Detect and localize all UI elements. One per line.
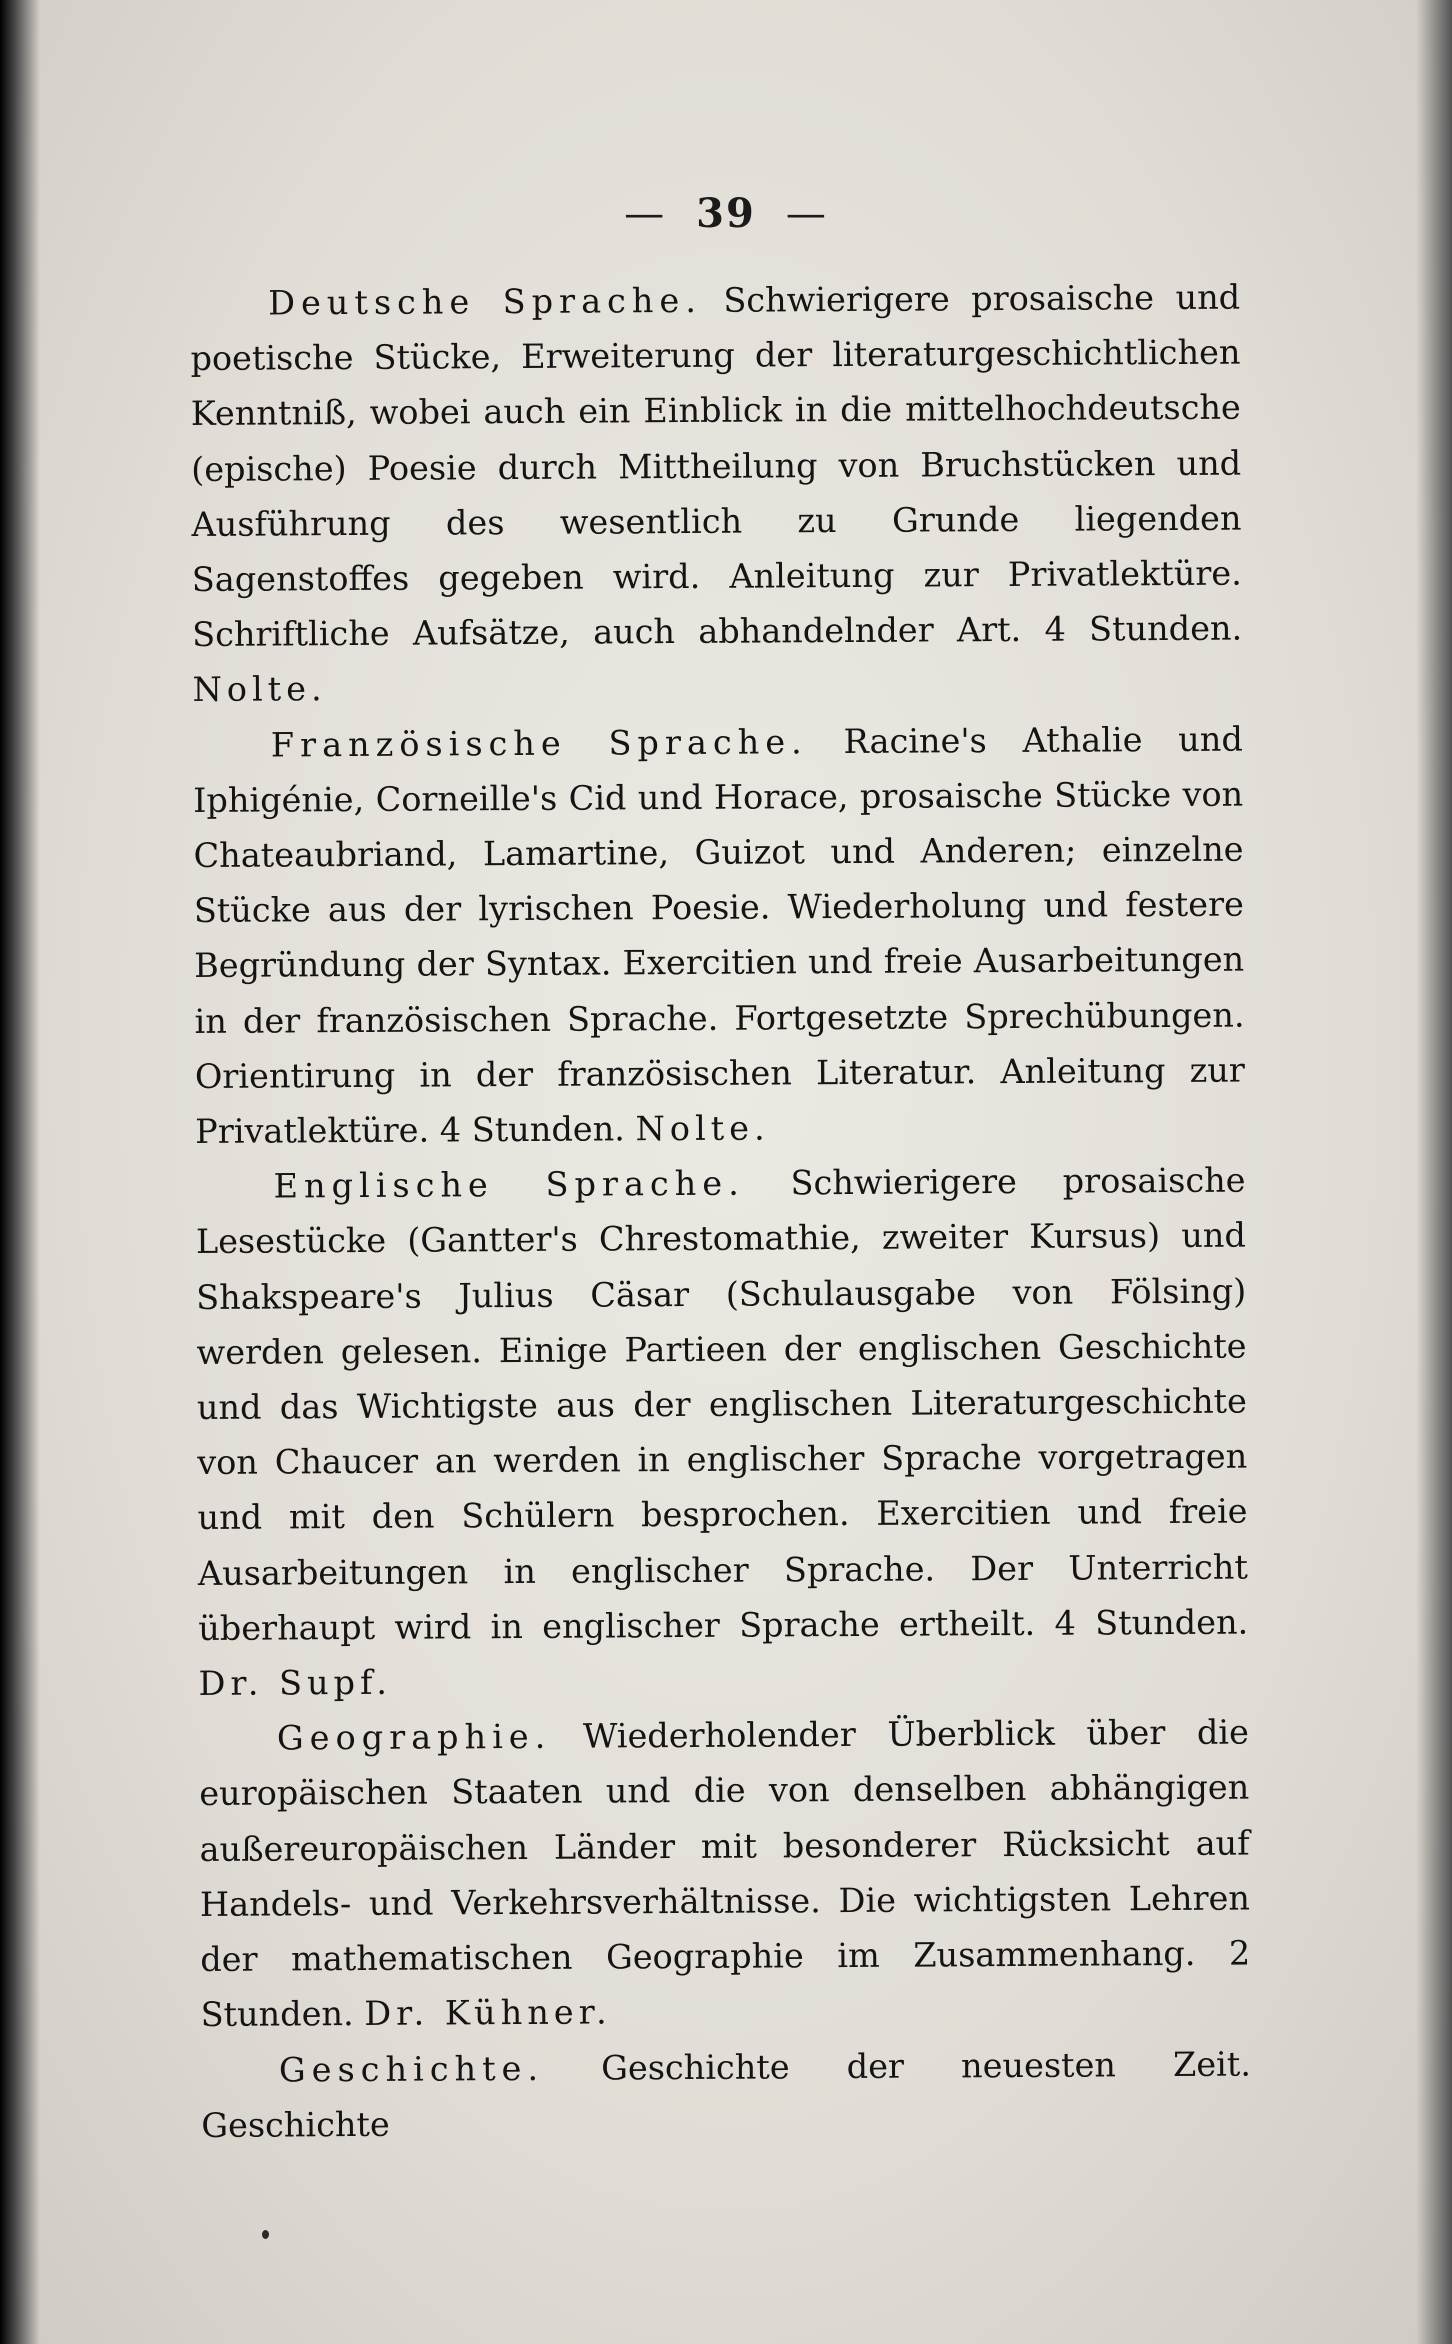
- subject-heading: Geschichte.: [278, 2048, 545, 2089]
- header-dash-left: —: [624, 191, 667, 237]
- header-dash-right: —: [785, 191, 828, 237]
- subject-heading: Englische Sprache.: [273, 1163, 745, 1206]
- teacher-name: Nolte.: [635, 1108, 770, 1149]
- paragraph-franzoesische-sprache: [193, 711, 1246, 1159]
- subject-heading: Deutsche Sprache.: [268, 280, 703, 323]
- page-edge-shadow: [1416, 0, 1452, 2344]
- page-number: 39: [696, 190, 756, 237]
- ink-speck: [262, 2230, 269, 2239]
- teacher-name: Nolte.: [192, 669, 327, 710]
- paragraph-text: Geschichte der neuesten Zeit. Geschichte: [201, 2044, 1252, 2145]
- paragraph-geographie: [199, 1705, 1251, 2043]
- page-header: [0, 190, 1452, 237]
- page-body: [190, 270, 1251, 2153]
- paragraph-englische-sprache: [195, 1153, 1248, 1711]
- paragraph-text: Schwierigere prosaische und poetische Stücke, Erweiterung der literaturgeschichtlichen Kenntniß, wobei auch ein Einblick in die mittelhochdeutsche (epische) Poesie durch Mittheilung von Bruchstücken und Ausführung des wesentlich zu Grunde liegenden Sagenstoffes gegeben wird. Anleitung zur Privatlektüre. Schriftliche Aufsätze, auch abhandelnder Art. 4 Stunden.: [190, 277, 1243, 655]
- subject-heading: Französische Sprache.: [270, 721, 808, 765]
- paragraph-text: Racine's Athalie und Iphigénie, Corneille's Cid und Horace, prosaische Stücke von Chateaubriand, Lamartine, Guizot und Anderen; einzelne Stücke aus der lyrischen Poesie. Wiederholung und festere Begründung der Syntax. Exercitien und freie Ausarbeitungen in der französischen Sprache. Fortgesetzte Sprechübungen. Orientirung in der französischen Literatur. Anleitung zur Privatlektüre. 4 Stunden.: [193, 719, 1245, 1152]
- page-gutter-shadow: [0, 0, 40, 2344]
- subject-heading: Geographie.: [276, 1717, 552, 1758]
- teacher-name: Dr. Kühner.: [364, 1992, 612, 2034]
- teacher-name: Dr. Supf.: [198, 1662, 393, 1704]
- paragraph-text: Wiederholender Überblick über die europäischen Staaten und die von denselben abhängigen außereuropäischen Länder mit besonderer Rücksicht auf Handels- und Verkehrsverhältnisse. Die wichtigsten Lehren der mathematischen Geographie im Zusammenhang. 2 Stunden.: [199, 1712, 1251, 2035]
- paragraph-deutsche-sprache: [190, 270, 1243, 718]
- paragraph-geschichte: [201, 2036, 1252, 2153]
- paragraph-text: Schwierigere prosaische Lesestücke (Gantter's Chrestomathie, zweiter Kursus) und Shakspeare's Julius Cäsar (Schulausgabe von Fölsing) werden gelesen. Einige Partieen der englischen Geschichte und das Wichtigste aus der englischen Literaturgeschichte von Chaucer an werden in englischer Sprache vorgetragen und mit den Schülern besprochen. Exercitien und freie Ausarbeitungen in englischer Sprache. Der Unterricht überhaupt wird in englischer Sprache ertheilt. 4 Stunden.: [195, 1160, 1249, 1648]
